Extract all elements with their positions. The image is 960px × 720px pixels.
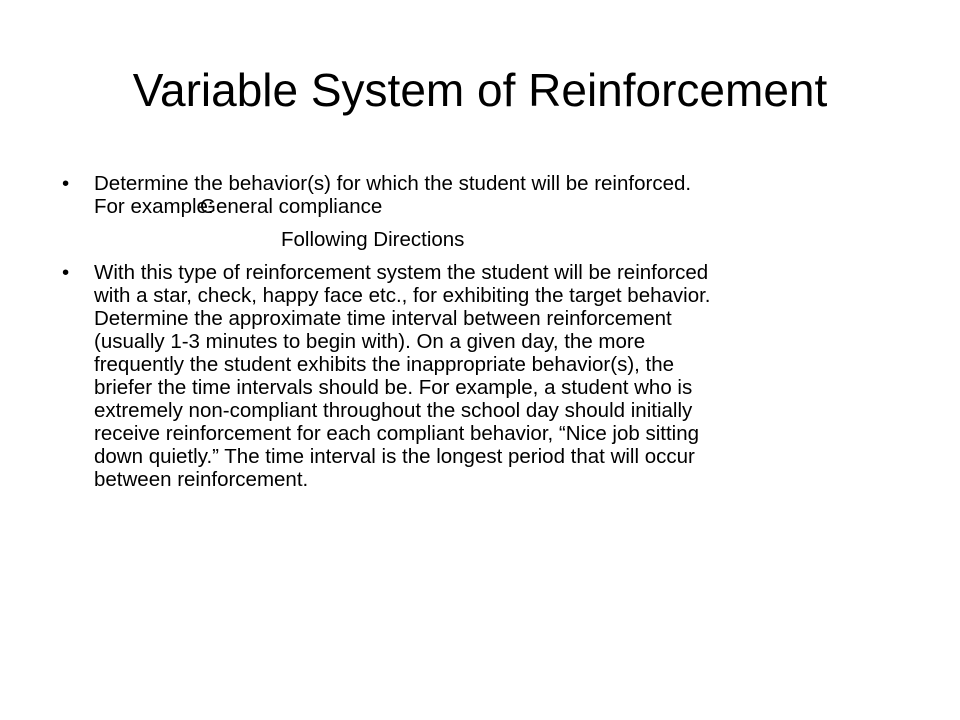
example-label: For example:	[94, 195, 214, 218]
slide-title: Variable System of Reinforcement	[132, 64, 828, 116]
bullet-1-line-1: Determine the behavior(s) for which the student will be reinforced.	[94, 172, 692, 195]
bullet-1-example-line	[94, 195, 922, 218]
bullet-list	[62, 172, 922, 491]
bullet-icon: •	[62, 261, 70, 284]
bullet-2-line-5: frequently the student exhibits the inappropriate behavior(s), the	[94, 353, 675, 376]
bullet-2-line-9: down quietly.” The time interval is the longest period that will occur	[94, 445, 695, 468]
bullet-2-line-4: (usually 1-3 minutes to begin with). On a given day, the more	[94, 330, 646, 353]
bullet-item-reinforcement-system	[62, 261, 922, 491]
bullet-2-line-10: between reinforcement.	[94, 468, 309, 491]
bullet-2-line-2: with a star, check, happy face etc., for exhibiting the target behavior.	[94, 284, 711, 307]
bullet-2-line-1: With this type of reinforcement system the student will be reinforced	[94, 261, 709, 284]
bullet-2-line-6: briefer the time intervals should be. For example, a student who is	[94, 376, 693, 399]
bullet-icon: •	[62, 172, 70, 195]
bullet-item-behaviors	[62, 172, 922, 251]
bullet-2-line-8: receive reinforcement for each compliant behavior, “Nice job sitting	[94, 422, 700, 445]
example-following-directions: Following Directions	[281, 228, 465, 251]
bullet-2-line-7: extremely non-compliant throughout the school day should initially	[94, 399, 693, 422]
bullet-2-line-3: Determine the approximate time interval between reinforcement	[94, 307, 672, 330]
example-general-compliance: General compliance	[200, 195, 383, 218]
